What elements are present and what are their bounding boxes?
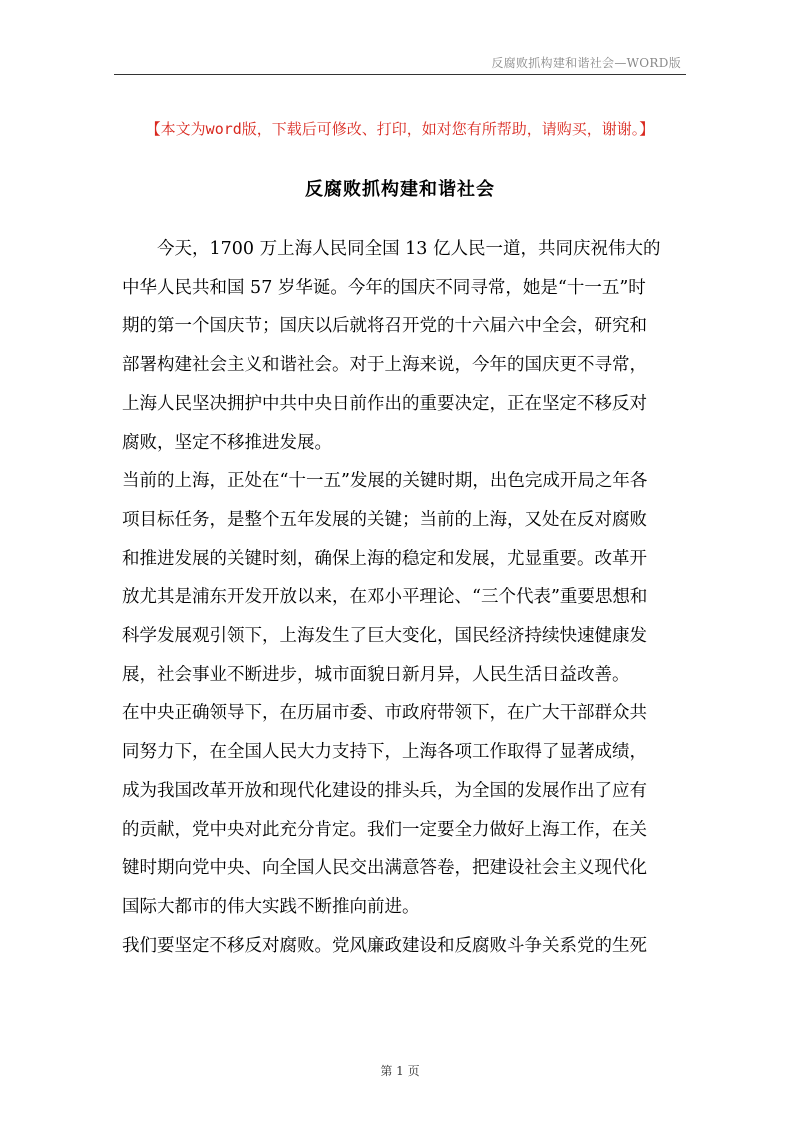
document-body [122, 230, 682, 965]
paragraph-line: 同努力下，在全国人民大力支持下，上海各项工作取得了显著成绩， [122, 742, 647, 763]
paragraph-line: 上海人民坚决拥护中共中央日前作出的重要决定，正在坚定不移反对 [122, 393, 647, 414]
body-paragraph [122, 462, 682, 694]
paragraph-line: 国际大都市的伟大实践不断推向前进。 [122, 896, 420, 917]
page-number: 第 1 页 [380, 1064, 420, 1078]
header-divider [114, 74, 686, 75]
paragraph-line: 科学发展观引领下，上海发生了巨大变化，国民经济持续快速健康发 [122, 626, 647, 647]
paragraph-line: 我们要坚定不移反对腐败。党风廉政建设和反腐败斗争关系党的生死 [122, 935, 647, 956]
running-header: 反腐败抓构建和谐社会—WORD版 [491, 56, 681, 70]
paragraph-line: 项目标任务，是整个五年发展的关键；当前的上海，又处在反对腐败 [122, 509, 647, 530]
paragraph-line: 成为我国改革开放和现代化建设的排头兵，为全国的发展作出了应有 [122, 780, 647, 801]
document-title: 反腐败抓构建和谐社会 [305, 179, 495, 200]
paragraph-line: 键时期向党中央、向全国人民交出满意答卷，把建设社会主义现代化 [122, 858, 647, 879]
paragraph-line: 今天，1700 万上海人民同全国 13 亿人民一道，共同庆祝伟大的 [157, 239, 661, 259]
body-paragraph [122, 694, 682, 926]
paragraph-line: 部署构建社会主义和谐社会。对于上海来说，今年的国庆更不寻常， [122, 355, 647, 376]
paragraph-line: 当前的上海，正处在“十一五”发展的关键时期，出色完成开局之年各 [122, 471, 648, 492]
paragraph-line: 腐败，坚定不移推进发展。 [122, 432, 332, 453]
paragraph-line: 在中央正确领导下，在历届市委、市政府带领下，在广大干部群众共 [122, 703, 647, 724]
body-paragraph [122, 230, 682, 462]
paragraph-line: 的贡献，党中央对此充分肯定。我们一定要全力做好上海工作，在关 [122, 819, 647, 840]
paragraph-line: 展，社会事业不断进步，城市面貌日新月异，人民生活日益改善。 [122, 664, 630, 685]
paragraph-line: 和推进发展的关键时刻，确保上海的稳定和发展，尤显重要。改革开 [122, 548, 647, 569]
paragraph-line: 放尤其是浦东开发开放以来，在邓小平理论、“三个代表”重要思想和 [122, 587, 648, 608]
paragraph-line: 期的第一个国庆节；国庆以后就将召开党的十六届六中全会，研究和 [122, 316, 647, 337]
body-paragraph [122, 927, 682, 966]
paragraph-line: 中华人民共和国 57 岁华诞。今年的国庆不同寻常，她是“十一五”时 [122, 277, 646, 298]
download-notice: 【本文为word版，下载后可修改、打印，如对您有所帮助，请购买，谢谢。】 [145, 120, 655, 138]
